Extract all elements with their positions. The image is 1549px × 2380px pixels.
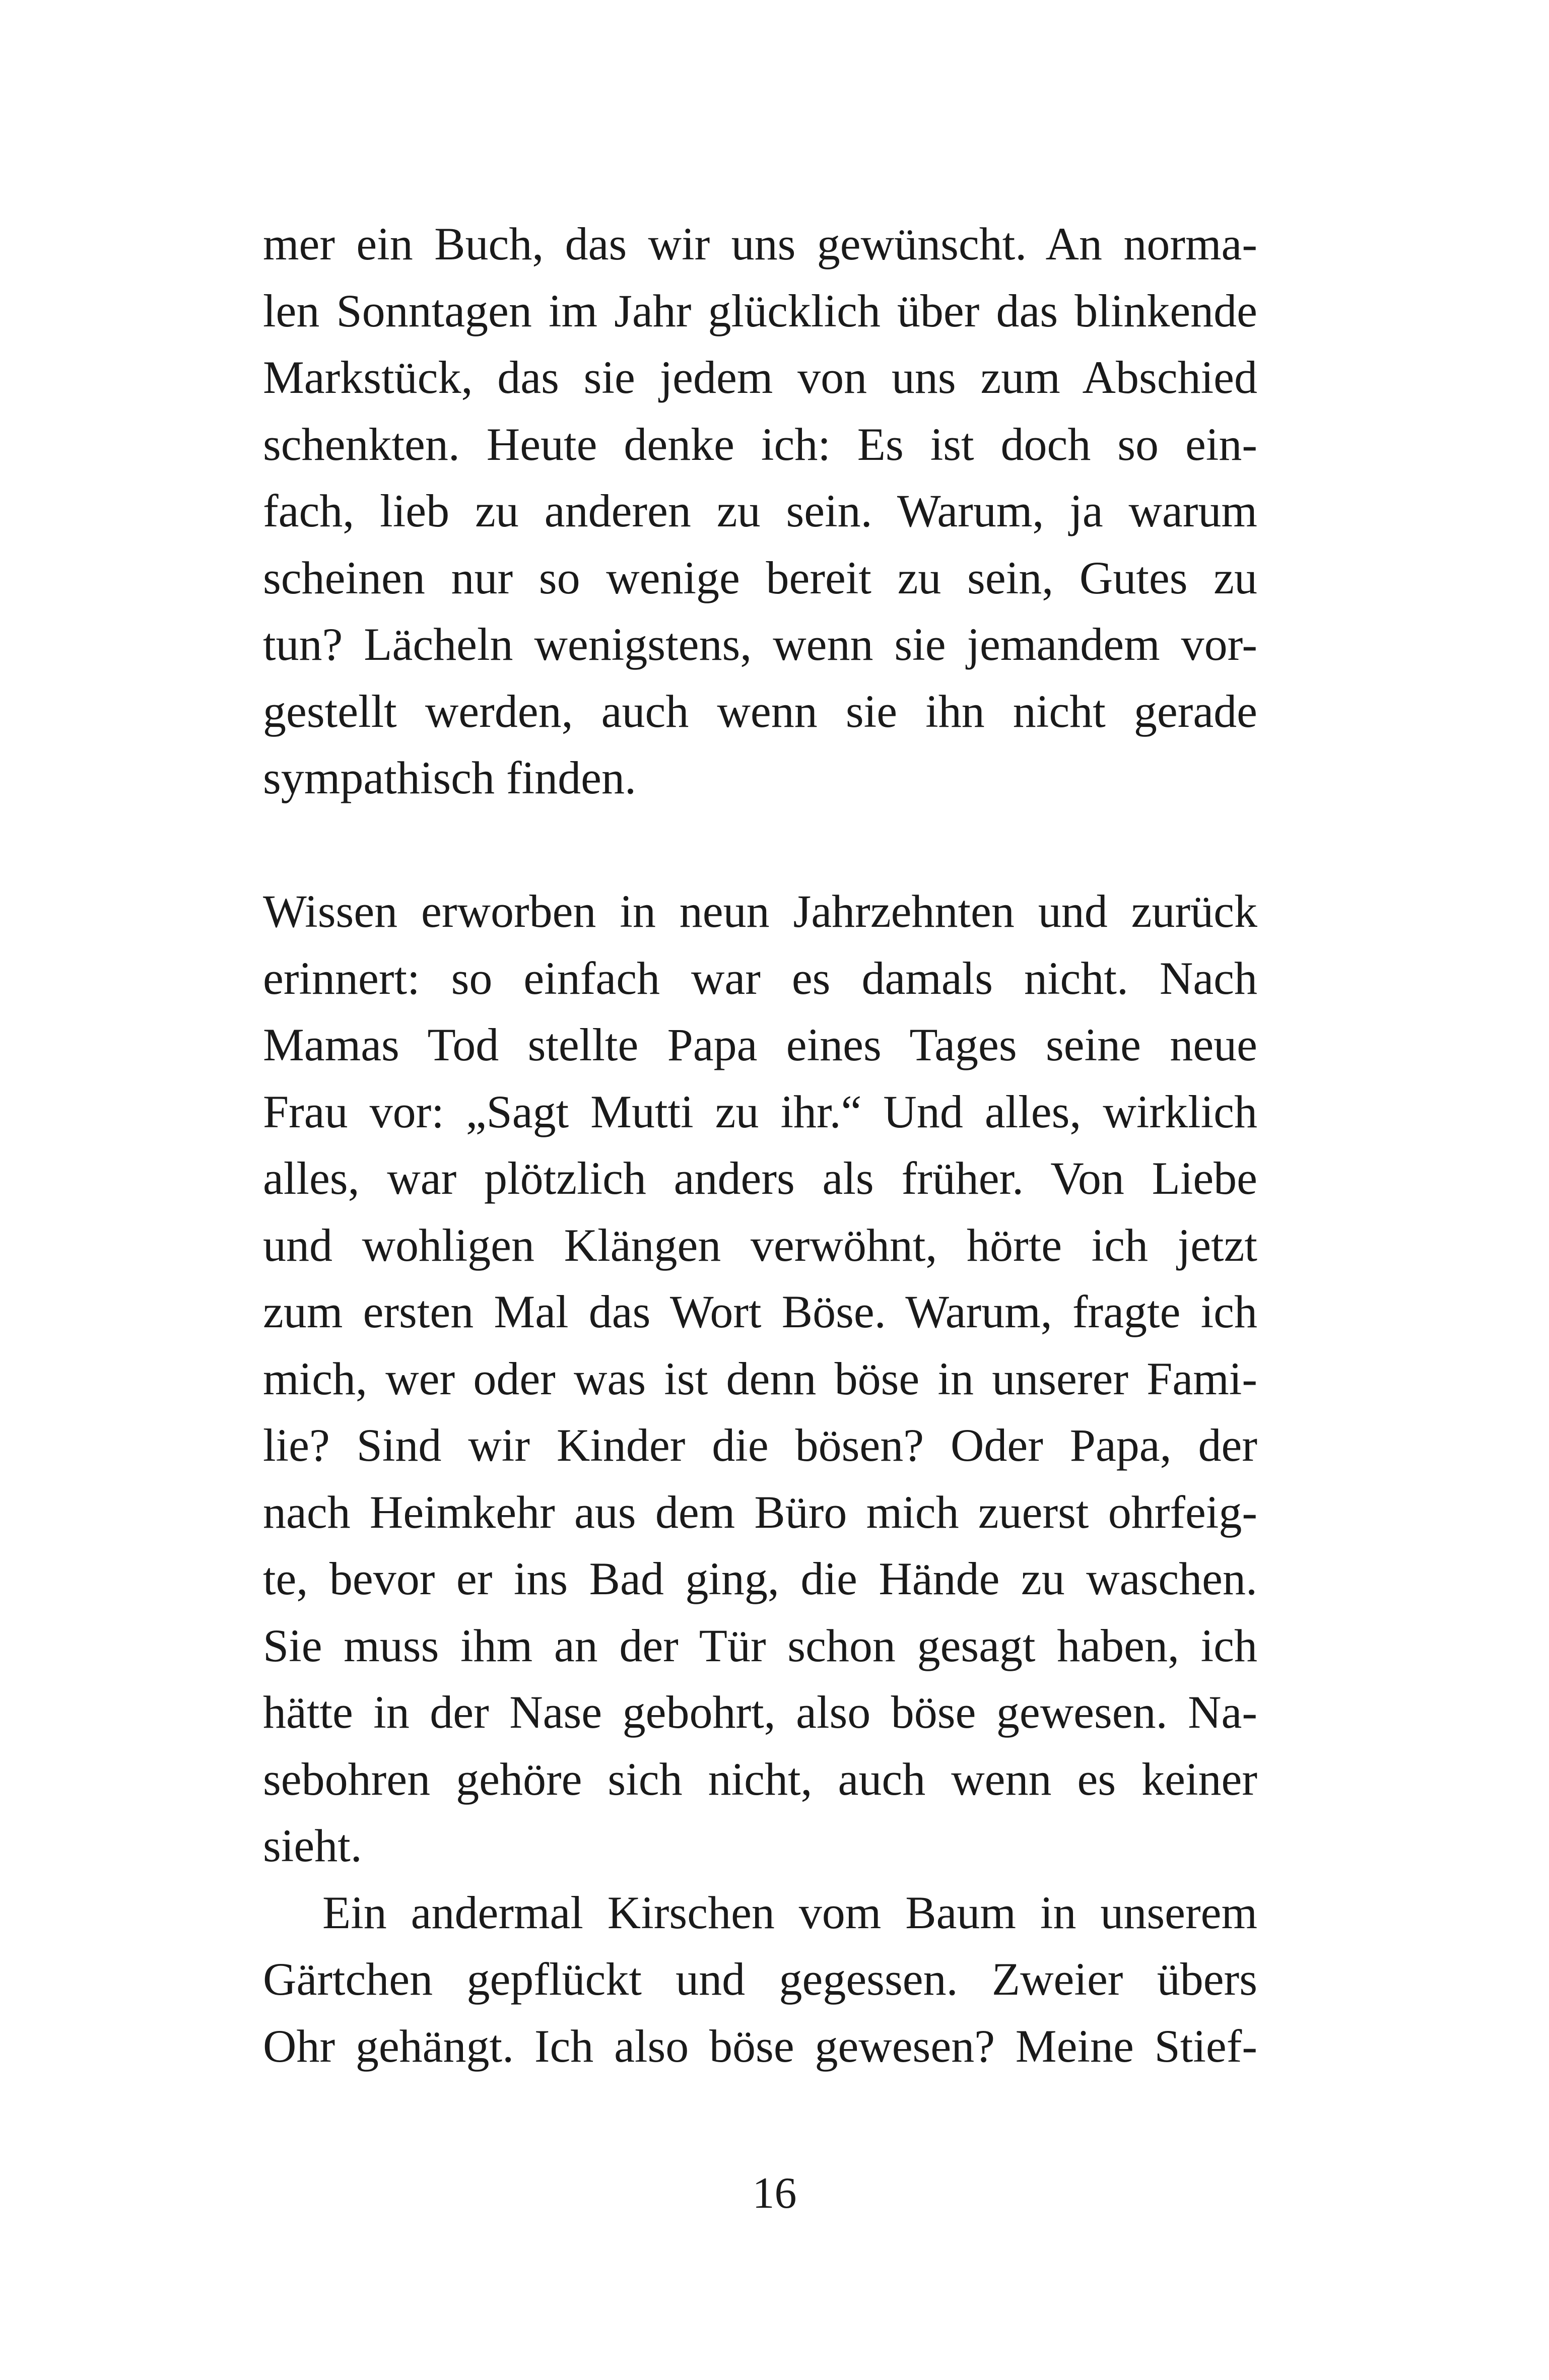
text-line: mer ein Buch, das wir uns gewünscht. An norma- [263, 218, 1257, 269]
text-line: erinnert: so einfach war es damals nicht. Nach [263, 952, 1257, 1004]
text-line: schenkten. Heute denke ich: Es ist doch so ein- [263, 418, 1257, 470]
body-text [263, 211, 1257, 2079]
text-line: Ohr gehängt. Ich also böse gewesen? Meine Stief- [263, 2020, 1257, 2072]
text-line: sieht. [263, 1820, 362, 1871]
text-line: Mamas Tod stellte Papa eines Tages seine neue [263, 1019, 1257, 1070]
paragraph-gap [263, 811, 1257, 878]
text-line: und wohligen Klängen verwöhnt, hörte ich jetzt [263, 1219, 1257, 1271]
text-line: Sie muss ihm an der Tür schon gesagt haben, ich [263, 1619, 1257, 1671]
text-line: hätte in der Nase gebohrt, also böse gewesen. Na- [263, 1686, 1257, 1738]
text-line: lie? Sind wir Kinder die bösen? Oder Papa, der [263, 1419, 1257, 1471]
paragraph-2 [263, 878, 1257, 1879]
text-line: Gärtchen gepflückt und gegessen. Zweier übers [263, 1953, 1257, 2005]
text-line: Markstück, das sie jedem von uns zum Abschied [263, 352, 1257, 403]
text-line: nach Heimkehr aus dem Büro mich zuerst ohrfeig- [263, 1486, 1257, 1538]
text-line: sebohren gehöre sich nicht, auch wenn es keiner [263, 1753, 1257, 1805]
text-line: Frau vor: „Sagt Mutti zu ihr.“ Und alles, wirklich [263, 1085, 1257, 1137]
paragraph-1 [263, 211, 1257, 811]
paragraph-3 [263, 1879, 1257, 2080]
text-line: gestellt werden, auch wenn sie ihn nicht gerade [263, 685, 1257, 737]
text-line: zum ersten Mal das Wort Böse. Warum, fragte ich [263, 1286, 1257, 1337]
text-line: alles, war plötzlich anders als früher. Von Liebe [263, 1152, 1257, 1204]
page-number: 16 [752, 2169, 797, 2218]
text-line: scheinen nur so wenige bereit zu sein, Gutes zu [263, 552, 1257, 603]
text-line: fach, lieb zu anderen zu sein. Warum, ja warum [263, 485, 1257, 536]
text-line: te, bevor er ins Bad ging, die Hände zu waschen. [263, 1553, 1257, 1604]
text-line: tun? Lächeln wenigstens, wenn sie jemandem vor- [263, 619, 1257, 670]
text-line: mich, wer oder was ist denn böse in unserer Fami- [263, 1352, 1257, 1404]
text-line: sympathisch finden. [263, 752, 636, 803]
text-line: Wissen erworben in neun Jahrzehnten und zurück [263, 886, 1257, 937]
text-line: len Sonntagen im Jahr glücklich über das blinkende [263, 285, 1257, 336]
text-line: Ein andermal Kirschen vom Baum in unserem [322, 1886, 1257, 1938]
